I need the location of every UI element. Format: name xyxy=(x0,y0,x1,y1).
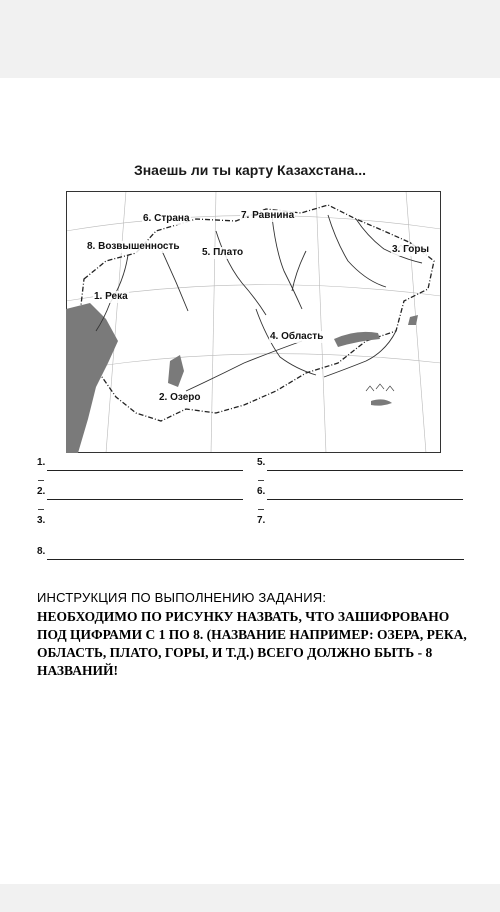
answer-number: 5. xyxy=(257,457,266,468)
country-border xyxy=(78,205,434,421)
instructions-body: НЕОБХОДИМО ПО РИСУНКУ НАЗВАТЬ, ЧТО ЗАШИФРОВАНО ПОД ЦИФРАМИ С 1 ПО 8. (НАЗВАНИЕ НАПРИМЕР: ОЗЕРА, РЕКА, ОБЛАСТЬ, ПЛАТО, ГОРЫ, И Т.Д.) ВСЕГО ДОЛЖНО БЫТЬ - 8 НАЗВАНИЙ! xyxy=(37,609,467,678)
tick-mark xyxy=(258,480,264,481)
tick-mark xyxy=(38,480,44,481)
map-label-8: 8. Возвышенность xyxy=(87,241,180,252)
map-label-7: 7. Равнина xyxy=(241,210,295,221)
small-lake xyxy=(371,399,392,405)
instructions-block xyxy=(37,590,477,680)
map-drawing xyxy=(66,191,441,453)
map-label-1: 1. Река xyxy=(94,291,128,302)
map-label-6: 6. Страна xyxy=(143,213,190,224)
answer-line-6[interactable] xyxy=(257,486,463,500)
balkhash-lake xyxy=(334,332,380,347)
alakol-lake xyxy=(408,315,418,325)
answer-line-5[interactable] xyxy=(257,457,463,471)
kazakhstan-map xyxy=(66,191,441,453)
answer-number: 8. xyxy=(37,546,46,557)
instructions-heading: ИНСТРУКЦИЯ ПО ВЫПОЛНЕНИЮ ЗАДАНИЯ: xyxy=(37,590,327,605)
tick-mark xyxy=(258,509,264,510)
map-label-3: 3. Горы xyxy=(392,244,430,255)
answer-line-3[interactable] xyxy=(37,515,243,529)
answer-line-1[interactable] xyxy=(37,457,243,471)
answer-number: 7. xyxy=(257,515,266,526)
tick-mark xyxy=(38,509,44,510)
answer-line-7[interactable] xyxy=(257,515,463,529)
answer-line-8[interactable] xyxy=(37,546,464,560)
map-graticule xyxy=(66,191,441,453)
map-label-2: 2. Озеро xyxy=(159,392,201,403)
answer-number: 6. xyxy=(257,486,266,497)
answer-line-2[interactable] xyxy=(37,486,243,500)
answer-number: 1. xyxy=(37,457,46,468)
answer-number: 2. xyxy=(37,486,46,497)
map-label-4: 4. Область xyxy=(270,331,324,342)
worksheet-title: Знаешь ли ты карту Казахстана... xyxy=(133,162,367,178)
aral-sea xyxy=(168,355,184,387)
map-label-5: 5. Плато xyxy=(202,247,244,258)
answer-number: 3. xyxy=(37,515,46,526)
caspian-sea xyxy=(66,303,118,453)
